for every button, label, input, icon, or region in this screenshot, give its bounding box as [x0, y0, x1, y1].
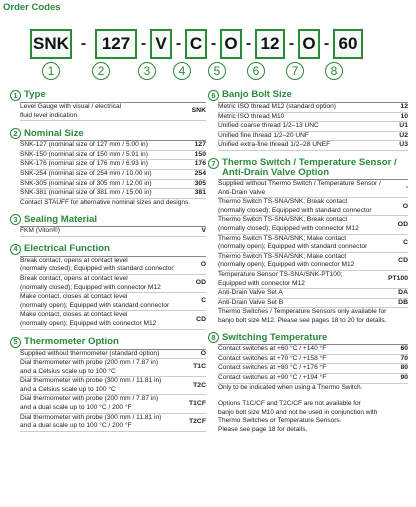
code-separator: -: [175, 35, 182, 52]
nominal-size-table: [20, 140, 206, 199]
table-row: Anti-Drain Valve Set B DB: [218, 299, 408, 309]
section-number: 1: [10, 90, 21, 101]
code-box-type: SNK: [30, 29, 72, 59]
table-row: SNK-305 (nominal size of 305 mm / 12.00 in) 305: [20, 180, 206, 190]
section-note: Thermo Switches / Temperature Sensors only available for banjo bolt size M12. Please see pages 18 to 20 for details.: [218, 308, 387, 324]
code-box-thermometer: O: [220, 29, 242, 59]
right-column: [208, 90, 408, 434]
left-column: [10, 90, 206, 432]
code-separator: -: [140, 35, 147, 52]
section-note: Contact STAUFF for alternative nominal sizes and designs.: [20, 198, 191, 206]
section-title: Electrical Function: [24, 243, 110, 255]
table-row: Supplied without thermometer (standard option) O: [20, 350, 206, 360]
section-heading-thermometer-option: [10, 337, 206, 348]
section-heading-banjo-bolt-size: [208, 90, 408, 101]
table-row: SNK-150 (nominal size of 150 mm / 5.91 in) 150: [20, 151, 206, 161]
section-number: 7: [208, 158, 219, 169]
code-number-badge: 2: [92, 62, 110, 80]
code-number-badge: 5: [208, 62, 226, 80]
table-row: Thermo Switch TS-SNA/SNK; Make contact (normally open); Equipped with standard connector C: [218, 235, 408, 253]
code-separator: -: [80, 35, 87, 52]
table-row: Make contact, closes at contact level (normally open); Equipped with connector M12 CD: [20, 311, 206, 329]
table-row: Thermo Switch TS-SNA/SNK; Make contact (normally open); Equipped with connector M12 CD: [218, 253, 408, 271]
table-row: Dial thermometer with probe (300 mm / 11.81 in) and a dual scale up to 100 °C / 200 °F T2CF: [20, 414, 206, 432]
table-row: Thermo Switch TS-SNA/SNK; Break contact (normally closed); Equipped with connector M12 OD: [218, 216, 408, 234]
type-table: [20, 102, 206, 121]
section-heading-thermo-switch: [208, 158, 408, 178]
table-row: Metric ISO thread M10 10: [218, 113, 408, 123]
table-row: Break contact, opens at contact level (normally closed); Equipped with connector M12 OD: [20, 275, 206, 293]
switching-temp-table: [218, 344, 408, 383]
table-row: Thermo Switch TS-SNA/SNK; Break contact (normally closed); Equipped with standard connector O: [218, 198, 408, 216]
section-number: 5: [10, 337, 21, 348]
thermometer-table: [20, 349, 206, 432]
section-title: Nominal Size: [24, 127, 84, 139]
section-title: Thermometer Option: [24, 335, 119, 347]
code-number-badge: 8: [325, 62, 343, 80]
code-number-badge: 6: [247, 62, 265, 80]
code-separator: -: [210, 35, 217, 52]
section-title: Type: [24, 89, 46, 101]
section-title: Sealing Material: [24, 213, 98, 225]
section-heading-nominal-size: [10, 128, 206, 139]
code-separator: -: [323, 35, 330, 52]
table-row: Dial thermometer with probe (300 mm / 11.81 in) and a Celsius scale up to 100 °C T2C: [20, 377, 206, 395]
code-box-sealing: V: [150, 29, 172, 59]
table-row: Unified extra-fine thread 1/2–28 UNEF U3: [218, 141, 408, 151]
table-row: Metric ISO thread M12 (standard option) 12: [218, 103, 408, 113]
table-row: SNK-254 (nominal size of 254 mm / 10.00 in) 254: [20, 170, 206, 180]
table-row: Anti-Drain Valve Set A DA: [218, 289, 408, 299]
code-number-badge: 3: [138, 62, 156, 80]
table-row: Contact switches at +70 °C / +158 °F 70: [218, 355, 408, 365]
code-number-badge: 7: [286, 62, 304, 80]
table-row: SNK-381 (nominal size of 381 mm / 15.00 in) 381: [20, 189, 206, 199]
section-number: 4: [10, 244, 21, 255]
section-heading-sealing-material: [10, 214, 206, 225]
code-separator: -: [288, 35, 295, 52]
code-number-badge: 1: [42, 62, 60, 80]
section-note: Only to be indicated when using a Thermo Switch. Options T1C/CF and T2C/CF are not available for banjo bolt size M10 and not be used in conjunction with Thermo Switches or Temperature Sensors. Please see page 18 for details.: [218, 383, 378, 433]
section-heading-switching-temperature: [208, 332, 408, 343]
order-code-bar: [30, 27, 363, 61]
section-number: 8: [208, 332, 219, 343]
code-separator: -: [245, 35, 252, 52]
table-row: FKM (Viton®) V: [20, 227, 206, 237]
section-heading-type: [10, 90, 206, 101]
table-row: Break contact, opens at contact level (normally closed); Equipped with standard connector O: [20, 257, 206, 275]
electrical-table: [20, 256, 206, 330]
section-number: 3: [10, 214, 21, 225]
table-row: Make contact, closes at contact level (normally open); Equipped with standard connector C: [20, 293, 206, 311]
section-number: 6: [208, 90, 219, 101]
section-title: Banjo Bolt Size: [222, 89, 292, 101]
table-row: Supplied without Thermo Switch / Temperature Sensor / Anti-Drain Valve -: [218, 180, 408, 198]
table-row: Dial thermometer with probe (200 mm / 7.87 in) and a dual scale up to 100 °C / 200 °F T1CF: [20, 395, 206, 413]
table-row: Temperature Sensor TS-SNA/SNK-PT100; Equipped with connector M12 PT100: [218, 271, 408, 289]
page-title: Order Codes: [3, 2, 61, 13]
table-row: Contact switches at +60 °C / +140 °F 60: [218, 345, 408, 355]
section-title: Switching Temperature: [222, 331, 328, 343]
table-row: Unified fine thread 1/2–20 UNF U2: [218, 132, 408, 142]
code-box-nominal-size: 127: [95, 29, 137, 59]
table-row: SNK-176 (nominal size of 176 mm / 6.93 in) 176: [20, 160, 206, 170]
table-row: Level Gauge with visual / electrical fluid level indication SNK: [20, 103, 206, 121]
code-box-switching-temp: 60: [333, 29, 363, 59]
section-title: Thermo Switch / Temperature Sensor / Anti-Drain Valve Option: [222, 156, 397, 179]
code-box-electrical: C: [185, 29, 207, 59]
section-number: 2: [10, 128, 21, 139]
table-row: Unified coarse thread 1/2–13 UNC U1: [218, 122, 408, 132]
banjo-table: [218, 102, 408, 151]
table-row: Dial thermometer with probe (200 mm / 7.87 in) and a Celsius scale up to 100 °C T1C: [20, 359, 206, 377]
code-number-badge: 4: [173, 62, 191, 80]
code-box-banjo: 12: [255, 29, 285, 59]
table-row: SNK-127 (nominal size of 127 mm / 5.00 in) 127: [20, 141, 206, 151]
section-heading-electrical-function: [10, 244, 206, 255]
thermo-switch-table: [218, 179, 408, 308]
table-row: Contact switches at +90 °C / +194 °F 90: [218, 374, 408, 384]
code-box-thermo-switch: O: [298, 29, 320, 59]
table-row: Contact switches at +80 °C / +176 °F 80: [218, 364, 408, 374]
sealing-table: [20, 226, 206, 237]
